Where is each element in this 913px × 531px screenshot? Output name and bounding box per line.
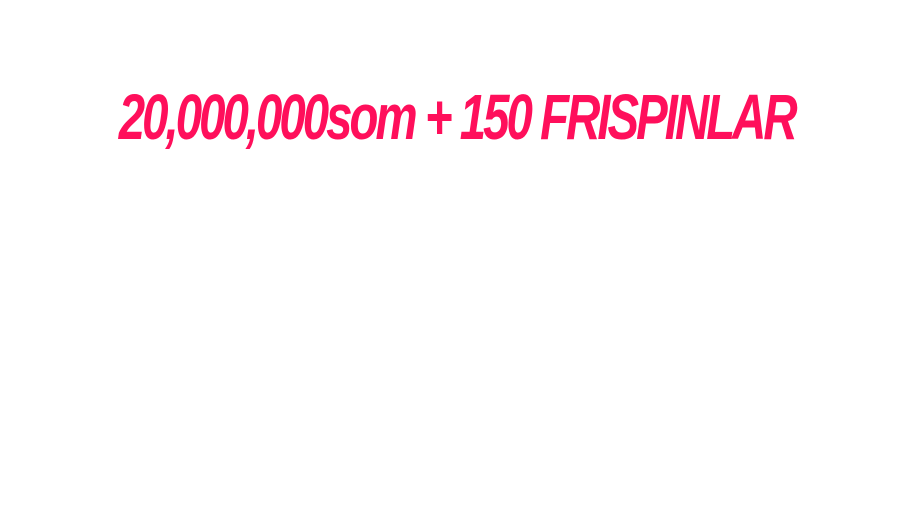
promo-headline-text: 20,000,000som + 150 FRISPINLAR <box>118 81 795 153</box>
promo-headline <box>0 81 795 153</box>
